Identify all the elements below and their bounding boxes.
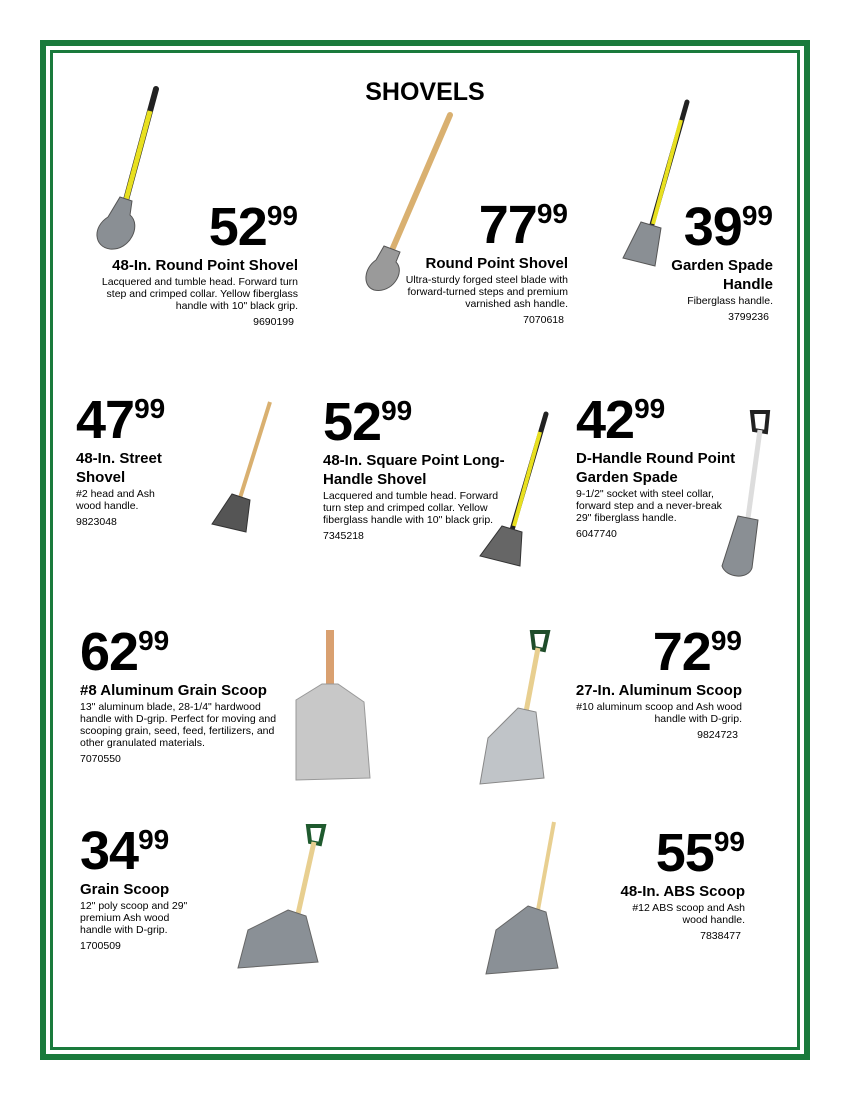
product-sku: 6047740 xyxy=(576,528,617,540)
product-name: 48-In. ABS Scoop xyxy=(620,883,745,900)
product-card xyxy=(660,197,773,323)
product-card xyxy=(80,622,285,765)
product-card xyxy=(560,622,742,741)
aluminum-grain-scoop-image xyxy=(292,628,372,783)
product-description: 12" poly scoop and 29" premium Ash wood handle with D-grip. xyxy=(80,900,188,936)
product-description: Lacquered and tumble head. Forward turn step and crimped collar. Yellow fiberglass handle with 10" black grip. xyxy=(323,490,499,526)
product-card xyxy=(323,392,523,542)
product-description: Fiberglass handle. xyxy=(687,295,773,307)
product-card xyxy=(76,390,186,528)
price: 7299 xyxy=(652,622,742,682)
price: 6299 xyxy=(80,622,170,682)
product-card xyxy=(80,821,205,952)
product-sku: 9823048 xyxy=(76,516,117,528)
product-description: 9-1/2" socket with steel collar, forward step and a never-break 29" fiberglass handle. xyxy=(576,488,722,524)
product-name: Round Point Shovel xyxy=(425,255,568,272)
product-name: Garden Spade Handle xyxy=(671,257,773,293)
product-sku: 9824723 xyxy=(697,729,738,741)
product-name: #8 Aluminum Grain Scoop xyxy=(80,682,267,699)
product-description: #12 ABS scoop and Ash wood handle. xyxy=(632,902,745,926)
product-card xyxy=(576,390,736,540)
product-card xyxy=(600,823,745,942)
product-name: Grain Scoop xyxy=(80,881,170,898)
price: 5299 xyxy=(208,197,298,257)
price: 7799 xyxy=(478,195,568,255)
product-sku: 7070618 xyxy=(523,314,564,326)
price: 3999 xyxy=(683,197,773,257)
product-name: 48-In. Street Shovel xyxy=(76,450,162,486)
price: 4299 xyxy=(576,390,666,450)
product-description: Ultra-sturdy forged steel blade with forward-turned steps and premium varnished ash handle. xyxy=(405,274,568,310)
aluminum-scoop-d-grip-image xyxy=(478,628,558,790)
product-description: Lacquered and tumble head. Forward turn step and crimped collar. Yellow fiberglass handle with 10" black grip. xyxy=(101,276,298,312)
poly-grain-scoop-image xyxy=(234,822,329,977)
price: 4799 xyxy=(76,390,166,450)
product-sku: 1700509 xyxy=(80,940,121,952)
product-name: 48-In. Square Point Long-Handle Shovel xyxy=(323,452,505,488)
product-description: #2 head and Ash wood handle. xyxy=(76,488,155,512)
product-name: 48-In. Round Point Shovel xyxy=(112,257,298,274)
product-card xyxy=(96,197,298,328)
product-card xyxy=(400,195,568,326)
price: 5299 xyxy=(323,392,413,452)
product-description: 13" aluminum blade, 28-1/4" hardwood handle with D-grip. Perfect for moving and scooping grain, seed, feed, fertilizers, and other granulated materials. xyxy=(80,701,277,749)
product-sku: 7838477 xyxy=(700,930,741,942)
product-name: D-Handle Round Point Garden Spade xyxy=(576,450,736,486)
street-shovel-image xyxy=(210,398,280,533)
product-name: 27-In. Aluminum Scoop xyxy=(575,682,742,699)
product-sku: 9690199 xyxy=(253,316,294,328)
price: 3499 xyxy=(80,821,170,881)
price: 5599 xyxy=(655,823,745,883)
abs-scoop-image xyxy=(484,818,564,978)
product-description: #10 aluminum scoop and Ash wood handle with D-grip. xyxy=(576,701,742,725)
product-sku: 7345218 xyxy=(323,530,364,542)
page-title: SHOVELS xyxy=(365,78,485,106)
product-sku: 3799236 xyxy=(728,311,769,323)
product-sku: 7070550 xyxy=(80,753,121,765)
